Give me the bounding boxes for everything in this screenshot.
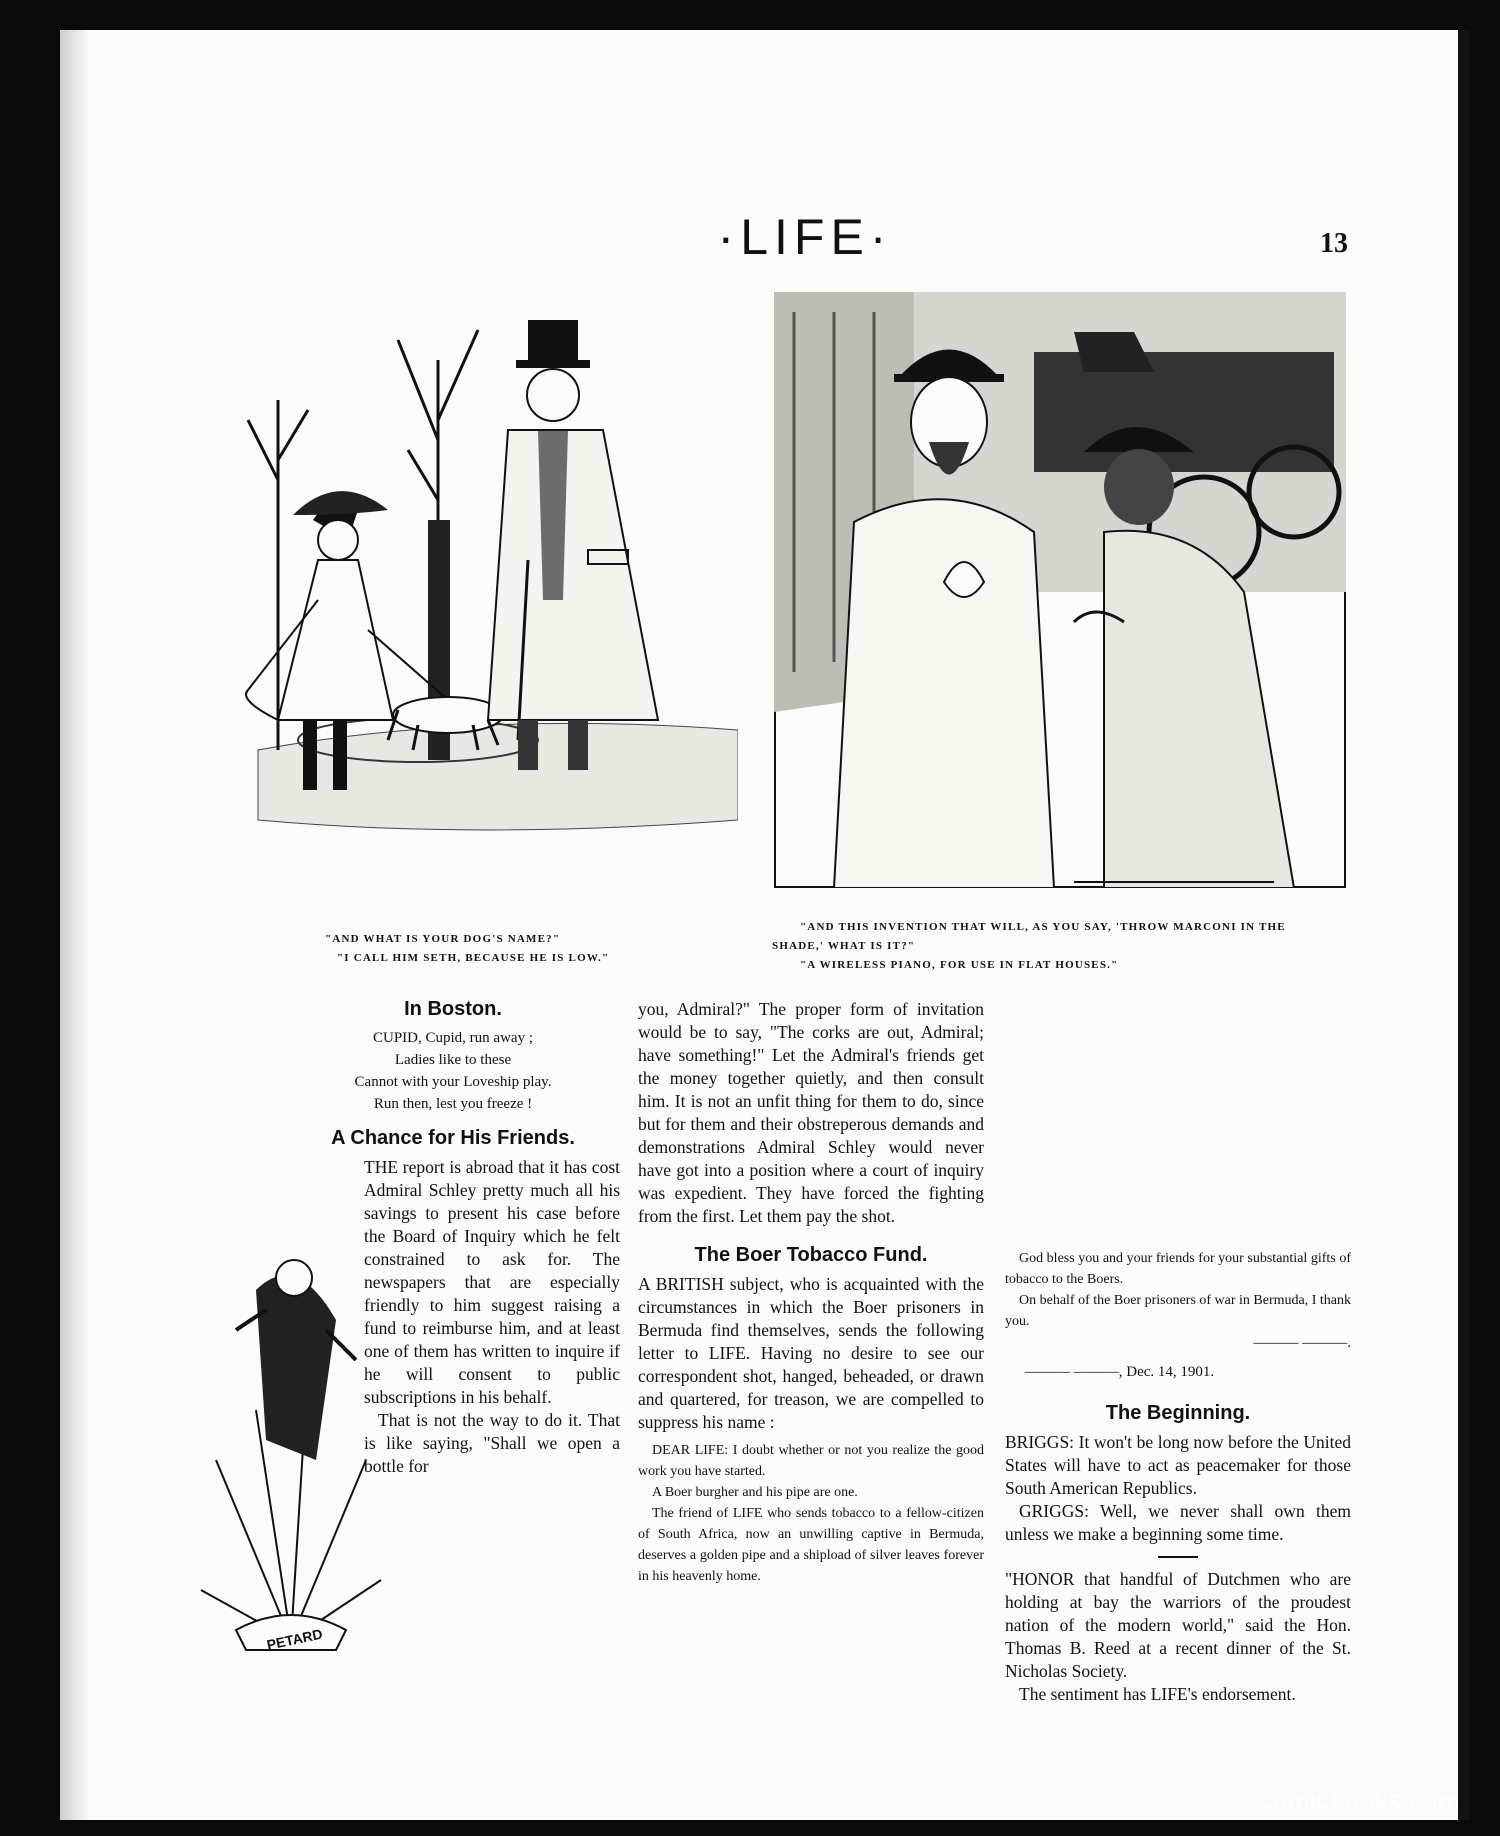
heading-boer-tobacco-fund: The Boer Tobacco Fund.: [694, 1244, 928, 1266]
petard-illustration: [226, 1160, 356, 1660]
page-edge: [1458, 30, 1470, 1820]
honor-body-2: The sentiment has LIFE's endorsement.: [1019, 1684, 1296, 1704]
caption-left-line2: "I CALL HIM SETH, BECAUSE HE IS LOW.": [337, 952, 610, 964]
column-3: [1005, 998, 1351, 1706]
caption-right: [772, 918, 1352, 975]
heading-the-beginning: The Beginning.: [1105, 1402, 1251, 1424]
honor-body-1: "HONOR that handful of Dutchmen who are holding at bay the warriors of the proudest nation of the modern world," said the Hon. Thomas B. Reed at a recent dinner of the St. Nicholas Society.: [1005, 1569, 1351, 1681]
verse-line: CUPID, Cupid, run away ;: [373, 1030, 533, 1046]
verse-line: Ladies like to these: [394, 1052, 512, 1068]
caption-left-line1: "AND WHAT IS YOUR DOG'S NAME?": [325, 933, 561, 945]
boer-letter-2: A Boer burgher and his pipe are one.: [652, 1485, 858, 1500]
page-number: 13: [1320, 228, 1348, 259]
heading-chance-for-friends: A Chance for His Friends.: [331, 1127, 575, 1149]
heading-in-boston: In Boston.: [404, 998, 502, 1020]
section-divider: [1158, 1556, 1198, 1558]
watermark: comicbooks.com: [1259, 1785, 1460, 1815]
caption-right-line3: "A WIRELESS PIANO, FOR USE IN FLAT HOUSES.": [800, 959, 1119, 971]
boer-body-1: A BRITISH subject, who is acquainted with the circumstances in which the Boer prisoners in Bermuda find themselves, sends the following letter to LIFE. Having no desire to see our correspondent shot, hanged, beheaded, or drawn and quartered, for treason, we are compelled to suppress his name :: [638, 1274, 984, 1432]
column-2: [638, 998, 984, 1587]
masthead: ·LIFE·: [717, 209, 893, 265]
beginning-body-2: GRIGGS: Well, we never shall own them unless we make a beginning some time.: [1005, 1501, 1351, 1544]
boer-signature: ——— ———.: [1253, 1335, 1351, 1351]
column-1: [265, 990, 620, 1660]
caption-right-line2: SHADE,' WHAT IS IT?": [772, 940, 916, 952]
verse-line: Cannot with your Loveship play.: [354, 1074, 552, 1090]
beginning-body-1: BRIGGS: It won't be long now before the United States will have to act as peacemaker for those South American Republics.: [1005, 1432, 1351, 1498]
petard-label: PETARD: [265, 1625, 324, 1653]
chance-body-2: That is not the way to do it. That is like saying, "Shall we open a bottle for: [364, 1410, 620, 1476]
boer-letter-4: God bless you and your friends for your substantial gifts of tobacco to the Boers.: [1005, 1251, 1351, 1287]
boer-letter-5: On behalf of the Boer prisoners of war in Bermuda, I thank you.: [1005, 1293, 1352, 1329]
boer-letter-3: The friend of LIFE who sends tobacco to a fellow-citizen of South Africa, now an unwilling captive in Bermuda, deserves a golden pipe and a shipload of silver leaves forever in his heavenly home.: [638, 1506, 984, 1584]
binding-shadow: [60, 30, 90, 1820]
chance-body-3: you, Admiral?" The proper form of invitation would be to say, "The corks are out, Admiral; have something!" Let the Admiral's friends get the money together quietly, and then consult him. It is not an unfit thing for them to do, since but for them and their obstreperous demands and demonstrations Admiral Schley would never have got into a position where a court of inquiry was expedient. They have forced the fighting from the first. Let them pay the shot.: [638, 999, 984, 1226]
boston-verse: [286, 1027, 620, 1115]
cartoon-girl-and-dog: [218, 300, 738, 900]
boer-letter-1: DEAR LIFE: I doubt whether or not you realize the good work you have started.: [638, 1443, 984, 1479]
cartoon-marconi-piano: [774, 292, 1346, 888]
boer-dateline: ——— ———, Dec. 14, 1901.: [1025, 1364, 1215, 1380]
caption-right-line1: "AND THIS INVENTION THAT WILL, AS YOU SAY, 'THROW MARCONI IN THE: [800, 921, 1286, 933]
caption-left: [325, 930, 609, 968]
verse-line: Run then, lest you freeze !: [373, 1096, 533, 1112]
chance-body-1: THE report is abroad that it has cost Admiral Schley pretty much all his savings to present his case before the Board of Inquiry which he felt constrained to ask for. The newspapers that are especially friendly to him suggest raising a fund to reimburse him, and at least one of them has written to inquire if he will consent to public subscriptions in his behalf.: [364, 1157, 620, 1407]
